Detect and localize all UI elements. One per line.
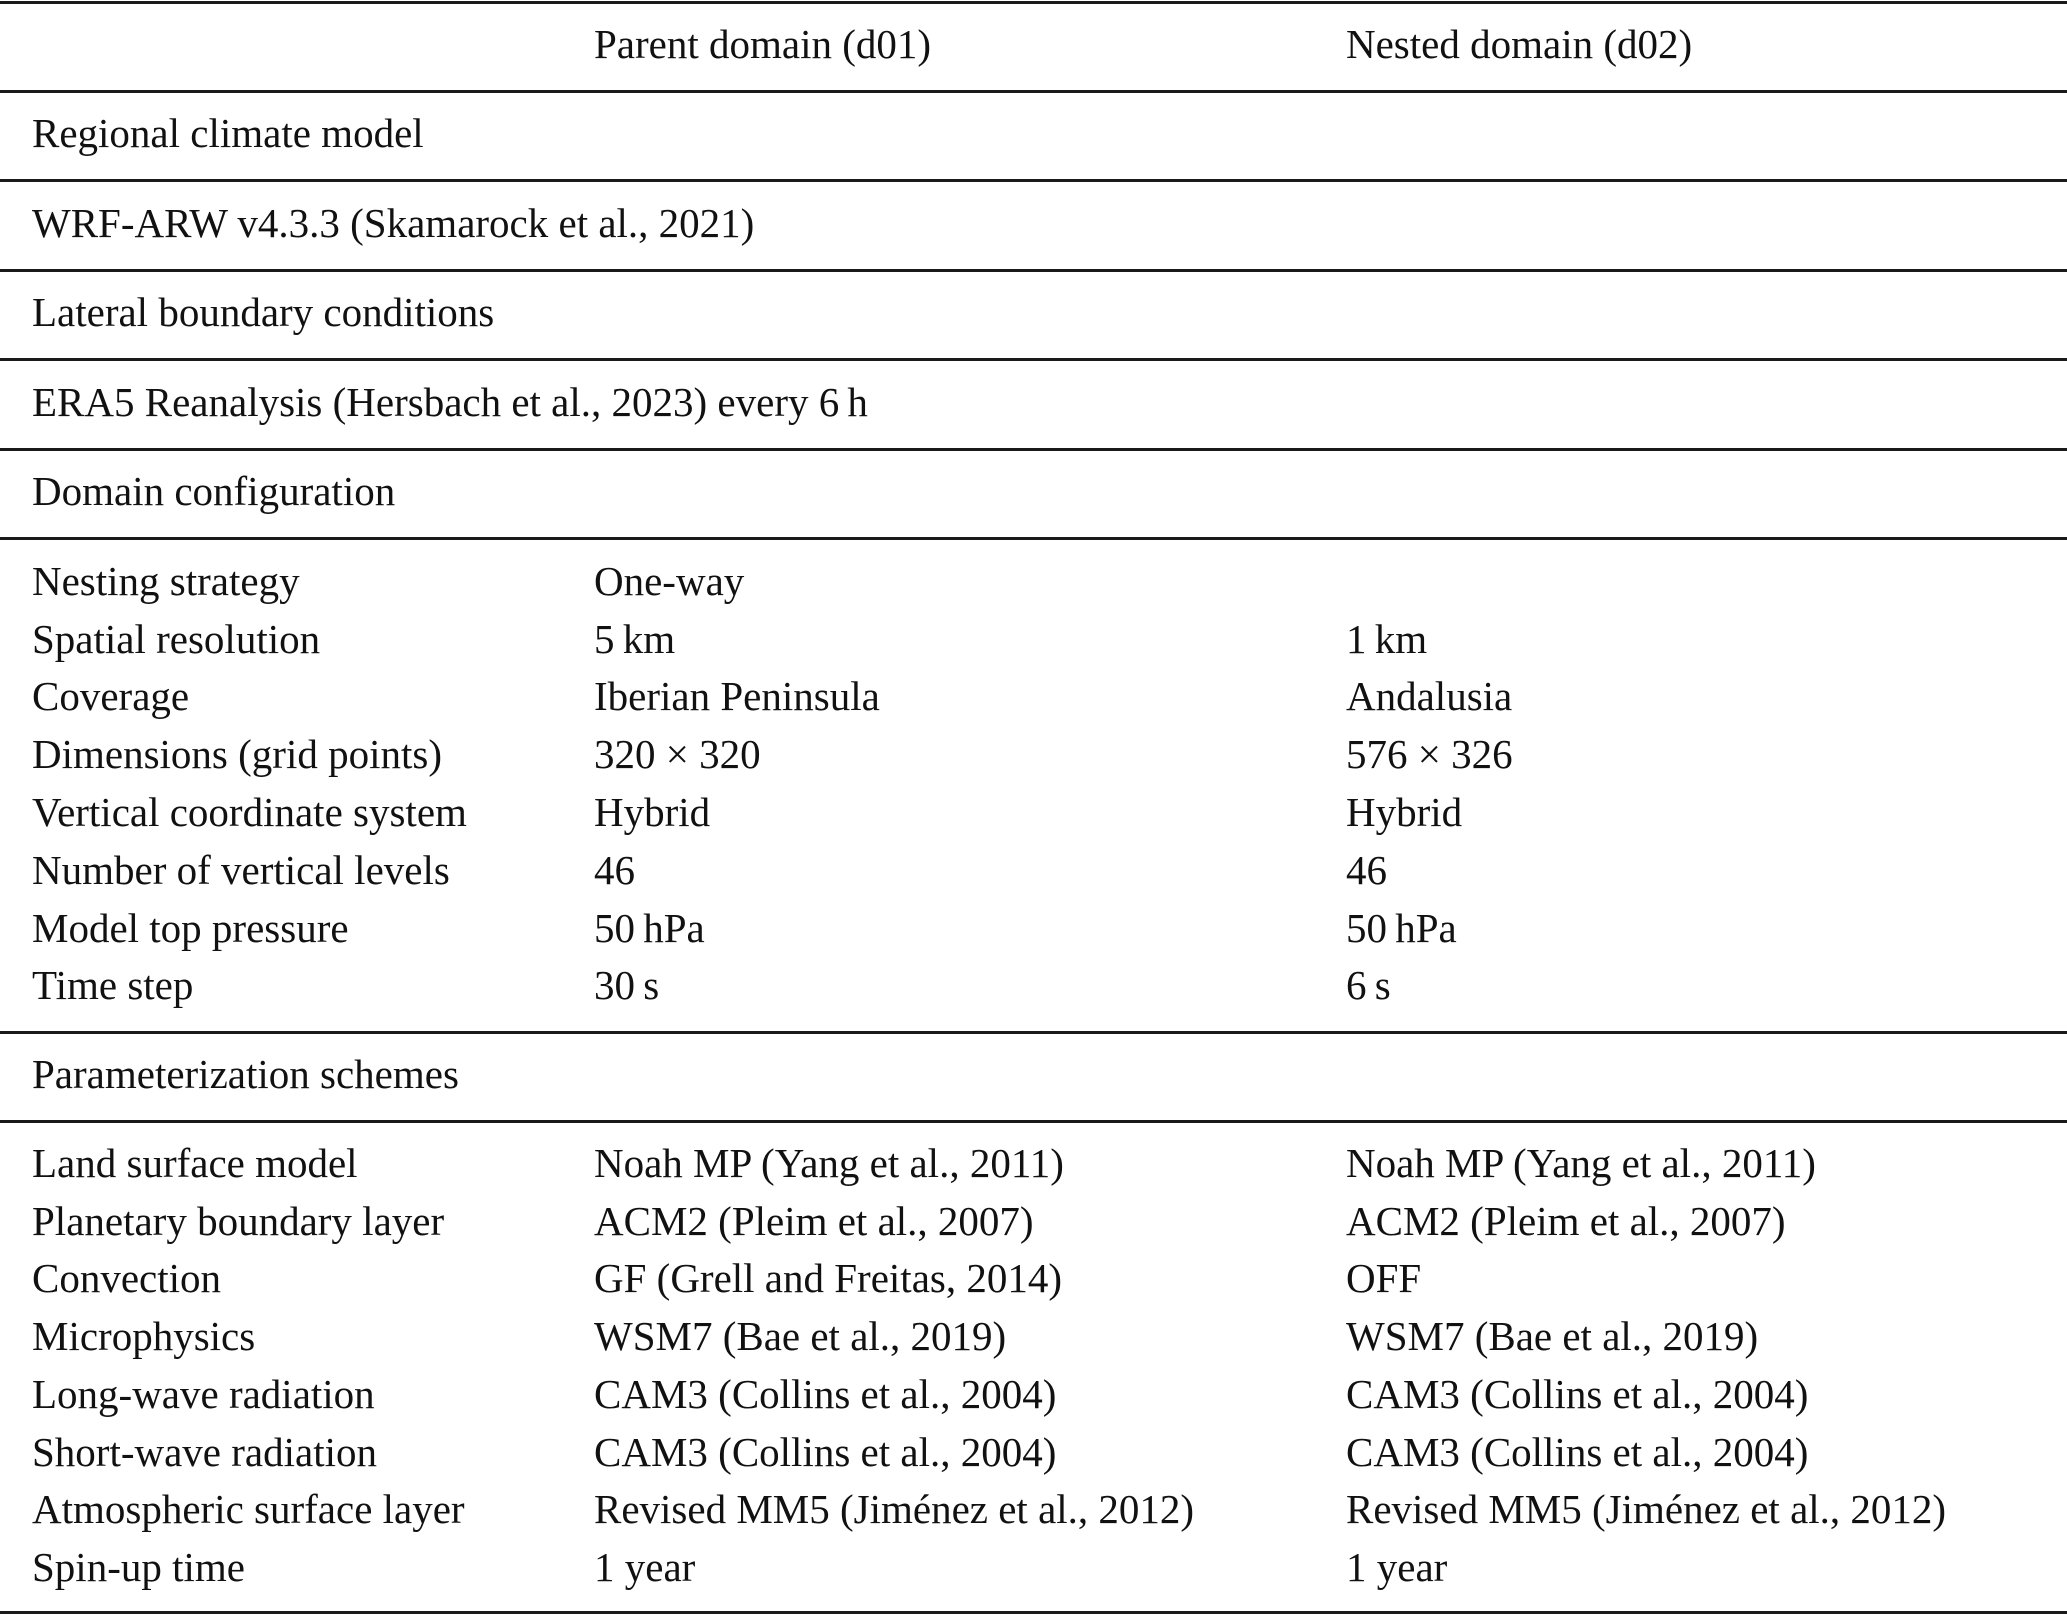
row-label: Nesting strategy [32,558,300,604]
row-label: Atmospheric surface layer [32,1486,465,1532]
row-d02: 576 × 326 [1346,731,1513,777]
bottom-rule [0,1611,2067,1614]
row-label: Short-wave radiation [32,1429,377,1475]
row-label: Microphysics [32,1313,256,1359]
top-rule [0,1,2067,4]
row-d01: Noah MP (Yang et al., 2011) [594,1140,1064,1186]
row-d01: Iberian Peninsula [594,673,880,719]
row-d02: WSM7 (Bae et al., 2019) [1346,1313,1759,1359]
row-d02: Hybrid [1346,789,1463,835]
row-d02: 1 km [1346,616,1428,662]
section-rule [0,179,2067,182]
row-d02: 1 year [1346,1544,1448,1590]
row-d02: ACM2 (Pleim et al., 2007) [1346,1198,1786,1244]
section-value-lateral-boundary: ERA5 Reanalysis (Hersbach et al., 2023) every 6 h [32,379,868,425]
row-label: Dimensions (grid points) [32,731,442,777]
section-rule [0,448,2067,451]
header-rule [0,90,2067,93]
row-d02: CAM3 (Collins et al., 2004) [1346,1429,1809,1475]
row-d02: OFF [1346,1255,1422,1301]
row-d01: CAM3 (Collins et al., 2004) [594,1371,1057,1417]
row-d01: Revised MM5 (Jiménez et al., 2012) [594,1486,1195,1532]
row-label: Land surface model [32,1140,358,1186]
row-d01: Hybrid [594,789,711,835]
header-parent-domain: Parent domain (d01) [594,21,932,67]
row-d02: 50 hPa [1346,905,1457,951]
row-d02: Revised MM5 (Jiménez et al., 2012) [1346,1486,1947,1532]
row-d01: GF (Grell and Freitas, 2014) [594,1255,1062,1301]
section-title-domain-configuration: Domain configuration [32,468,396,514]
row-label: Model top pressure [32,905,349,951]
row-d01: 46 [594,847,635,893]
row-d01: 320 × 320 [594,731,761,777]
row-d01: CAM3 (Collins et al., 2004) [594,1429,1057,1475]
row-d02: 6 s [1346,962,1391,1008]
section-title-regional-climate-model: Regional climate model [32,110,424,156]
row-label: Spatial resolution [32,616,321,662]
row-label: Time step [32,962,194,1008]
row-d01: One-way [594,558,745,604]
row-d01: 50 hPa [594,905,705,951]
row-d01: 5 km [594,616,676,662]
row-label: Convection [32,1255,222,1301]
row-label: Coverage [32,673,190,719]
row-d01: WSM7 (Bae et al., 2019) [594,1313,1007,1359]
section-title-lateral-boundary: Lateral boundary conditions [32,289,495,335]
section-title-parameterization: Parameterization schemes [32,1051,459,1097]
section-rule [0,537,2067,540]
section-rule [0,1031,2067,1034]
section-rule [0,1120,2067,1123]
row-label: Vertical coordinate system [32,789,467,835]
row-label: Number of vertical levels [32,847,450,893]
row-label: Planetary boundary layer [32,1198,445,1244]
row-d02: Noah MP (Yang et al., 2011) [1346,1140,1816,1186]
row-d01: 30 s [594,962,660,1008]
row-label: Spin-up time [32,1544,245,1590]
section-rule [0,358,2067,361]
row-d02: CAM3 (Collins et al., 2004) [1346,1371,1809,1417]
row-label: Long-wave radiation [32,1371,375,1417]
row-d02: Andalusia [1346,673,1513,719]
row-d01: 1 year [594,1544,696,1590]
section-value-regional-climate-model: WRF-ARW v4.3.3 (Skamarock et al., 2021) [32,200,755,246]
section-rule [0,269,2067,272]
row-d02: 46 [1346,847,1387,893]
header-nested-domain: Nested domain (d02) [1346,21,1693,67]
row-d01: ACM2 (Pleim et al., 2007) [594,1198,1034,1244]
